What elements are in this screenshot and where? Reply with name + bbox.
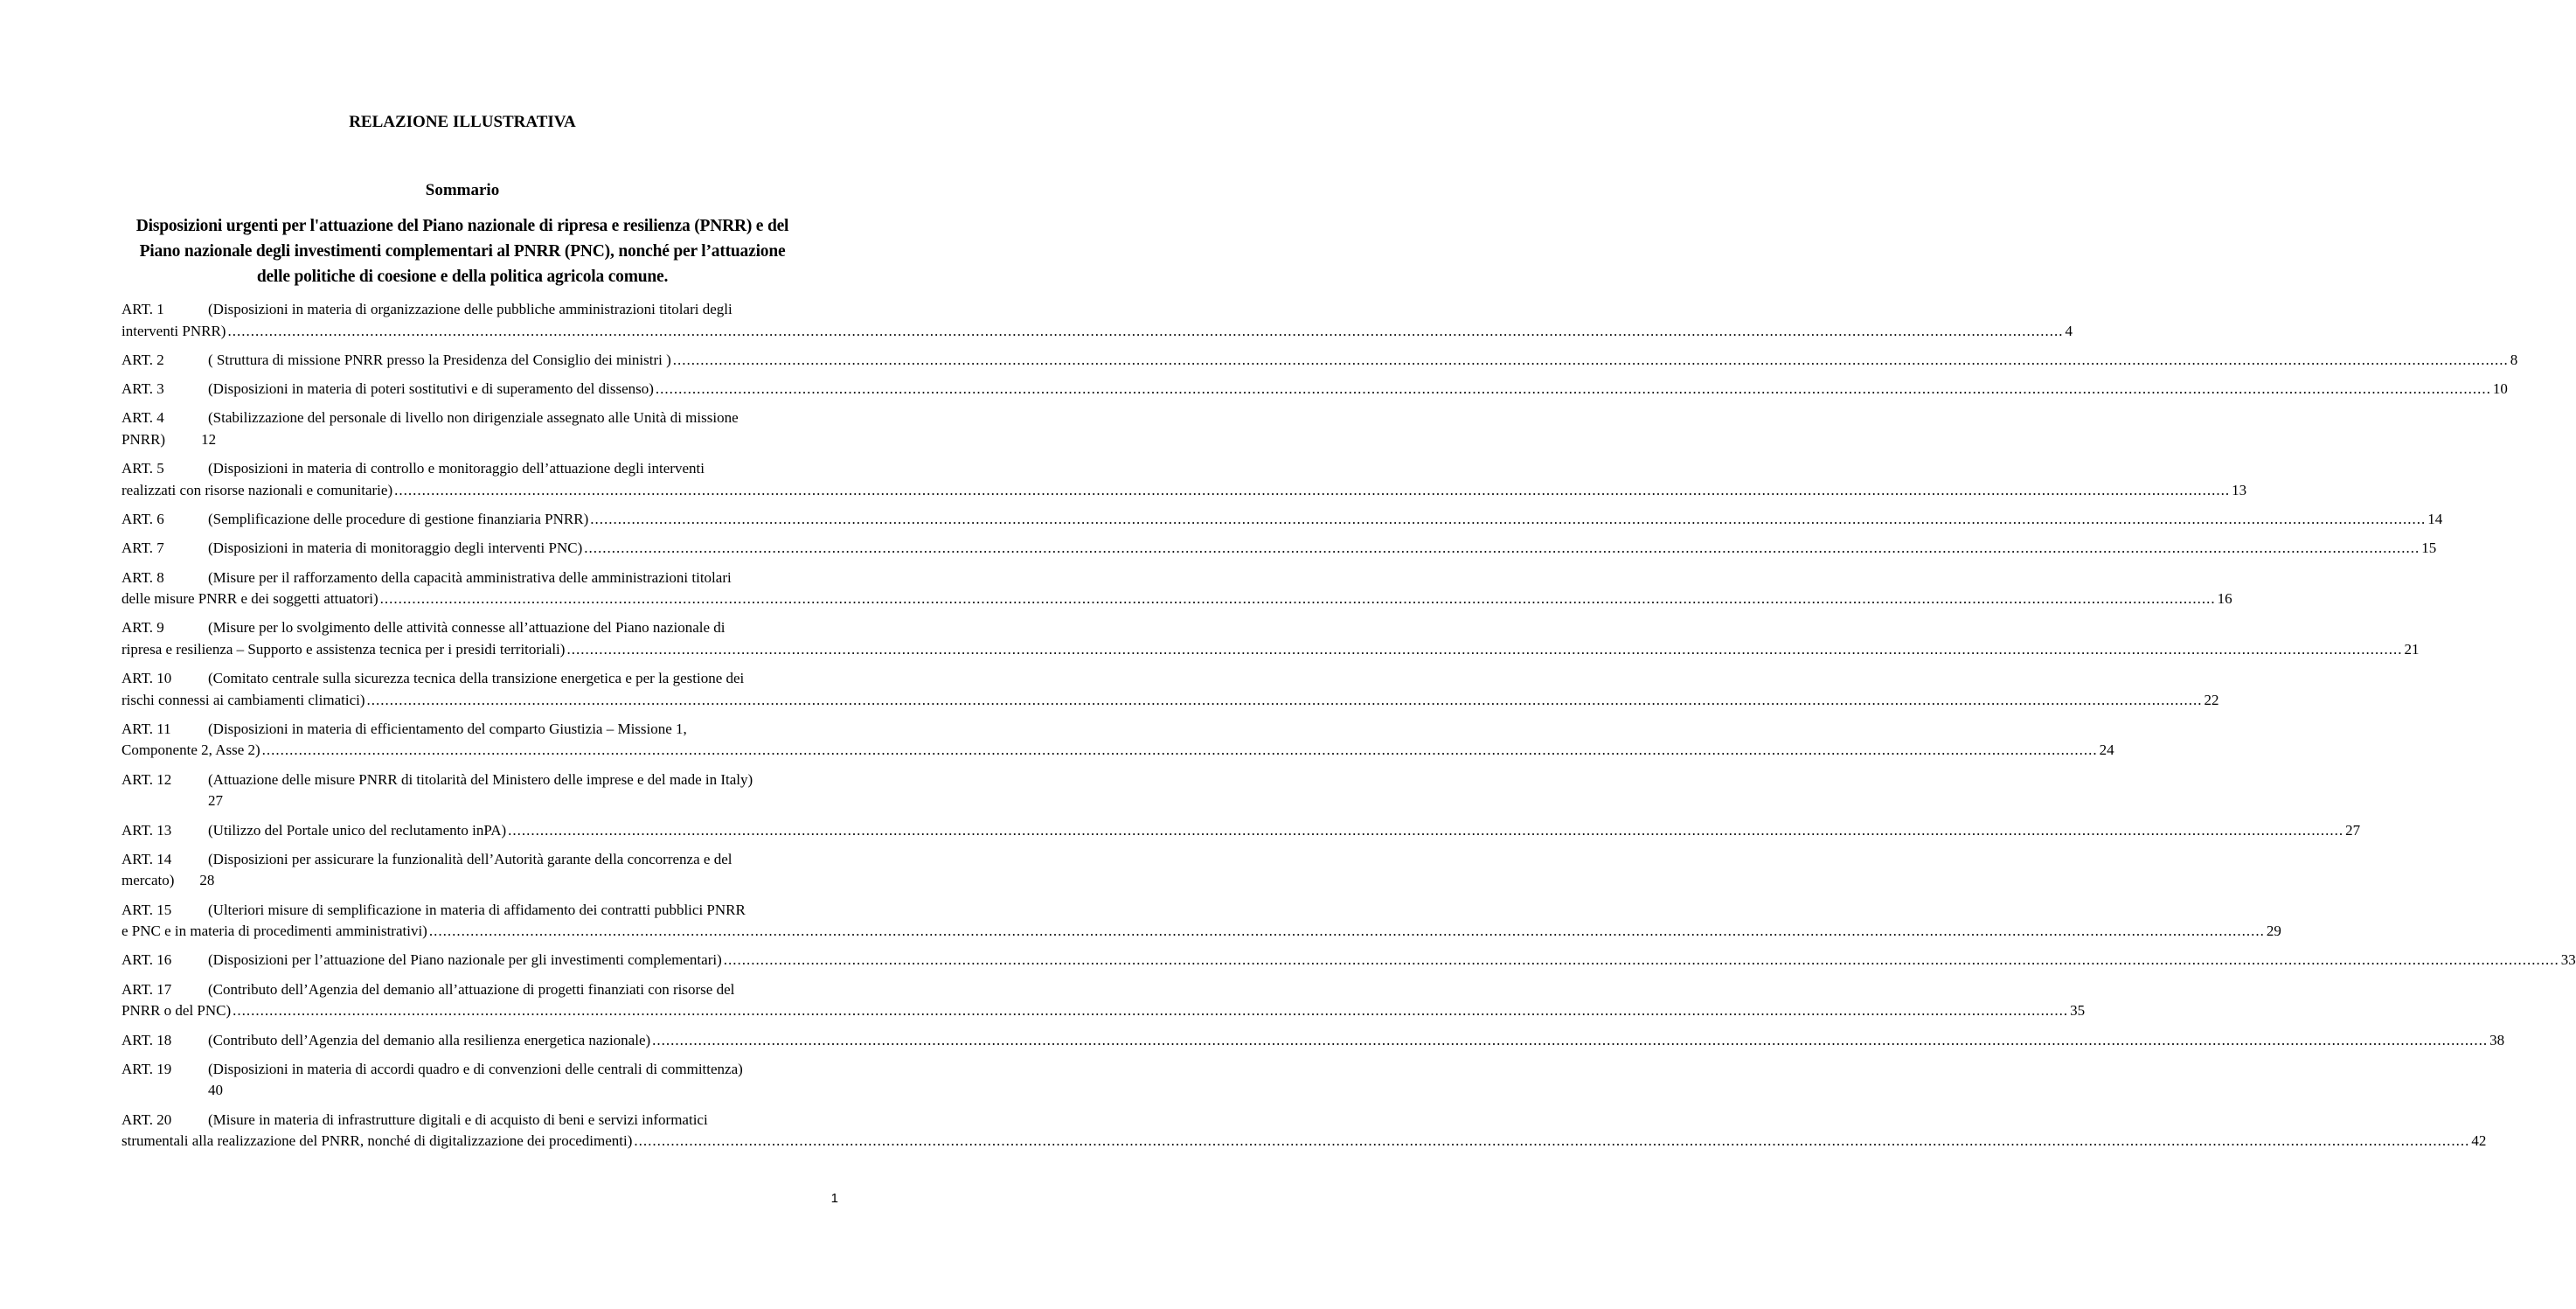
toc-entry[interactable] <box>122 820 2361 842</box>
toc-entry-title: (Disposizioni in materia di monitoraggio degli interventi PNC) <box>208 540 583 557</box>
toc-entry-title-continued: e PNC e in materia di procedimenti amministrativi) <box>122 923 427 940</box>
toc-entry-title: (Comitato centrale sulla sicurezza tecnica della transizione energetica e per la gestione dei <box>208 670 745 687</box>
toc-dot-leader: ................................................................................................................................................................................................................................................................................................................................................................................................................ <box>655 380 2491 398</box>
toc-dot-leader: ................................................................................................................................................................................................................................................................................................................................................................................................................ <box>428 923 2265 940</box>
toc-entry[interactable] <box>122 379 2508 400</box>
toc-entry-title: (Semplificazione delle procedure di gestione finanziaria PNRR) <box>208 510 589 527</box>
toc-article-number: ART. 16 <box>122 951 172 969</box>
toc-entry[interactable] <box>122 509 2443 531</box>
toc-page-number: 38 <box>2489 1031 2505 1048</box>
toc-entry[interactable] <box>122 1110 2487 1152</box>
toc-page-number: 4 <box>2065 322 2073 339</box>
toc-entry-title-continued: PNRR o del PNC) <box>122 1002 232 1020</box>
toc-dot-leader: ................................................................................................................................................................................................................................................................................................................................................................................................................ <box>566 640 2403 658</box>
toc-page-number: 28 <box>199 872 215 889</box>
toc-entry-title: (Disposizioni in materia di poteri sostitutivi e di superamento del dissenso) <box>208 380 654 398</box>
toc-page-number: 27 <box>208 792 223 810</box>
toc-entry[interactable] <box>122 458 2247 501</box>
toc-article-number: ART. 19 <box>122 1060 172 1077</box>
table-of-contents <box>122 299 2576 1159</box>
toc-entry-title: (Disposizioni in materia di efficientamento del comparto Giustizia – Missione 1, <box>208 720 687 737</box>
toc-entry-title: (Misure per il rafforzamento della capacità amministrativa delle amministrazioni titolari <box>208 568 732 586</box>
toc-dot-leader: ................................................................................................................................................................................................................................................................................................................................................................................................................ <box>584 540 2420 557</box>
toc-page-number: 42 <box>2471 1132 2487 1150</box>
toc-entry[interactable] <box>122 538 2437 560</box>
toc-page-number: 10 <box>2492 380 2508 398</box>
toc-entry[interactable] <box>122 567 2232 610</box>
toc-dot-leader: ................................................................................................................................................................................................................................................................................................................................................................................................................ <box>652 1031 2489 1048</box>
toc-article-number: ART. 2 <box>122 351 164 368</box>
toc-article-number: ART. 4 <box>122 409 164 427</box>
toc-article-number: ART. 14 <box>122 850 172 867</box>
toc-page-number: 16 <box>2217 590 2232 608</box>
toc-entry-title: ( Struttura di missione PNRR presso la Presidenza del Consiglio dei ministri ) <box>208 351 671 368</box>
toc-page-number: 40 <box>208 1082 223 1099</box>
toc-entry-title-continued: realizzati con risorse nazionali e comunitarie) <box>122 481 393 498</box>
toc-page-number: 15 <box>2421 540 2437 557</box>
toc-article-number: ART. 18 <box>122 1031 172 1048</box>
toc-article-number: ART. 8 <box>122 568 164 586</box>
toc-entry-title-continued: PNRR) <box>122 430 166 448</box>
toc-page-number: 21 <box>2404 640 2420 658</box>
toc-dot-leader: ................................................................................................................................................................................................................................................................................................................................................................................................................ <box>233 1002 2069 1020</box>
toc-entry-title-continued: rischi connessi ai cambiamenti climatici) <box>122 691 365 708</box>
toc-entry[interactable] <box>122 849 838 892</box>
toc-entry-title-continued: ripresa e resilienza – Supporto e assistenza tecnica per i presidi territoriali) <box>122 640 566 658</box>
toc-entry-title: (Stabilizzazione del personale di livello non dirigenziale assegnato alle Unità di missione <box>208 409 739 427</box>
toc-entry[interactable] <box>122 979 2086 1022</box>
toc-article-number: ART. 7 <box>122 540 164 557</box>
toc-dot-leader: ................................................................................................................................................................................................................................................................................................................................................................................................................ <box>672 351 2509 368</box>
toc-entry-title-continued: interventi PNRR) <box>122 322 226 339</box>
toc-article-number: ART. 20 <box>122 1111 172 1128</box>
toc-dot-leader: ................................................................................................................................................................................................................................................................................................................................................................................................................ <box>590 510 2427 527</box>
toc-entry-title: (Ulteriori misure di semplificazione in materia di affidamento dei contratti pubblici PNRR <box>208 901 746 918</box>
subtitle-line: Disposizioni urgenti per l'attuazione del Piano nazionale di ripresa e resilienza (PNRR) e del <box>135 217 789 235</box>
toc-entry[interactable] <box>122 668 2219 711</box>
toc-dot-leader: ................................................................................................................................................................................................................................................................................................................................................................................................................ <box>723 951 2559 969</box>
toc-dot-leader: ................................................................................................................................................................................................................................................................................................................................................................................................................ <box>379 590 2216 608</box>
toc-page-number: 22 <box>2204 691 2219 708</box>
document-subtitle <box>87 213 837 289</box>
toc-entry[interactable] <box>122 950 2576 971</box>
toc-dot-leader: ................................................................................................................................................................................................................................................................................................................................................................................................................ <box>634 1132 2470 1150</box>
toc-entry-title: (Disposizioni per assicurare la funzionalità dell’Autorità garante della concorrenza e del <box>208 850 733 867</box>
toc-article-number: ART. 12 <box>122 770 172 788</box>
toc-entry-title: (Disposizioni in materia di controllo e monitoraggio dell’attuazione degli interventi <box>208 460 705 477</box>
toc-entry-title: (Misure in materia di infrastrutture digitali e di acquisto di beni e servizi informatici <box>208 1111 708 1128</box>
toc-page-number: 24 <box>2099 742 2114 759</box>
toc-article-number: ART. 11 <box>122 720 171 737</box>
toc-entry[interactable] <box>122 769 838 812</box>
toc-entry-title: (Attuazione delle misure PNRR di titolarità del Ministero delle imprese e del made in Italy) <box>208 770 753 788</box>
toc-page-number: 14 <box>2427 510 2443 527</box>
toc-entry[interactable] <box>122 350 2518 372</box>
toc-article-number: ART. 5 <box>122 460 164 477</box>
toc-entry[interactable] <box>122 900 2281 943</box>
toc-entry[interactable] <box>122 617 2420 660</box>
subtitle-line: delle politiche di coesione e della politica agricola comune. <box>256 268 669 286</box>
toc-article-number: ART. 15 <box>122 901 172 918</box>
toc-dot-leader: ................................................................................................................................................................................................................................................................................................................................................................................................................ <box>394 481 2231 498</box>
toc-page-number: 12 <box>201 430 217 448</box>
toc-dot-leader: ................................................................................................................................................................................................................................................................................................................................................................................................................ <box>366 691 2203 708</box>
toc-page-number: 8 <box>2510 351 2518 368</box>
toc-entry-title: (Misure per lo svolgimento delle attività connesse all’attuazione del Piano nazionale di <box>208 619 726 637</box>
toc-dot-leader: ................................................................................................................................................................................................................................................................................................................................................................................................................ <box>508 821 2344 839</box>
toc-entry-title: (Contributo dell’Agenzia del demanio all’attuazione di progetti finanziati con risorse del <box>208 980 735 998</box>
toc-entry-title: (Disposizioni in materia di organizzazione delle pubbliche amministrazioni titolari degli <box>208 301 733 317</box>
toc-entry-title-continued: strumentali alla realizzazione del PNRR, nonché di digitalizzazione dei procedimenti) <box>122 1132 633 1150</box>
toc-entry[interactable] <box>122 719 2114 762</box>
toc-entry[interactable] <box>122 1030 2505 1052</box>
toc-article-number: ART. 1 <box>122 301 164 317</box>
toc-article-number: ART. 17 <box>122 980 172 998</box>
subtitle-line: Piano nazionale degli investimenti complementari al PNRR (PNC), nonché per l’attuazione <box>139 242 786 261</box>
toc-page-number: 33 <box>2560 951 2576 969</box>
toc-entry-title: (Disposizioni in materia di accordi quadro e di convenzioni delle centrali di committenza) <box>208 1060 743 1077</box>
toc-entry-title: (Utilizzo del Portale unico del reclutamento inPA) <box>208 821 507 839</box>
toc-article-number: ART. 6 <box>122 510 164 527</box>
document-title: RELAZIONE ILLUSTRATIVA <box>349 113 576 131</box>
toc-dot-leader: ................................................................................................................................................................................................................................................................................................................................................................................................................ <box>261 742 2098 759</box>
toc-entry-title-continued: delle misure PNRR e dei soggetti attuatori) <box>122 590 378 608</box>
toc-entry-title-continued: Componente 2, Asse 2) <box>122 742 260 759</box>
toc-entry-title-continued: mercato) <box>122 872 175 889</box>
toc-article-number: ART. 10 <box>122 670 172 687</box>
toc-article-number: ART. 3 <box>122 380 164 398</box>
toc-article-number: ART. 13 <box>122 821 172 839</box>
toc-page-number: 29 <box>2266 923 2281 940</box>
toc-page-number: 27 <box>2345 821 2361 839</box>
toc-entry[interactable] <box>122 1059 838 1102</box>
page-number: 1 <box>830 1191 838 1206</box>
toc-entry[interactable] <box>122 299 2073 342</box>
toc-entry-title: (Disposizioni per l’attuazione del Piano nazionale per gli investimenti complementari) <box>208 951 722 969</box>
toc-page-number: 35 <box>2070 1002 2086 1020</box>
summary-heading: Sommario <box>425 181 500 199</box>
toc-entry-title: (Contributo dell’Agenzia del demanio alla resilienza energetica nazionale) <box>208 1031 651 1048</box>
toc-dot-leader: ................................................................................................................................................................................................................................................................................................................................................................................................................ <box>227 322 2064 339</box>
toc-page-number: 13 <box>2232 481 2247 498</box>
toc-article-number: ART. 9 <box>122 619 164 637</box>
toc-entry[interactable] <box>122 407 838 450</box>
